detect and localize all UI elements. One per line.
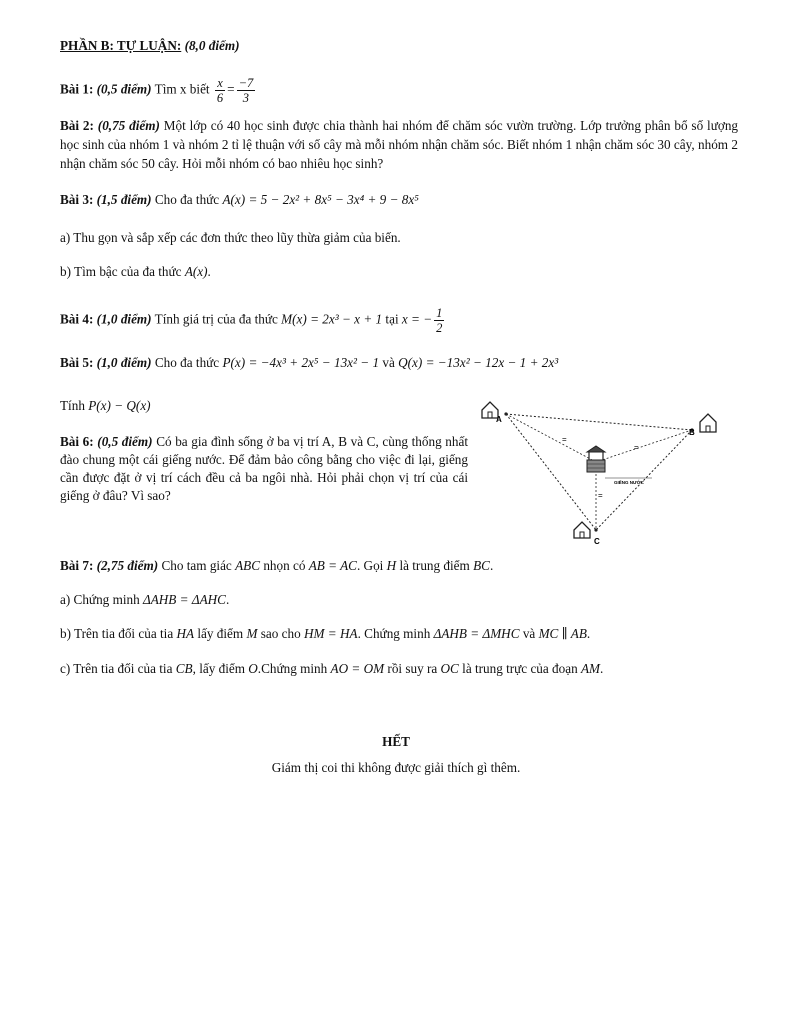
- house-c-icon: [574, 522, 590, 538]
- fraction-minus7-over-3: $\frac{-7}{3}$: [238, 76, 254, 105]
- problem-7b: b) Trên tia đối của tia HA lấy điểm M sao cho HM = HA. Chứng minh ΔAHB = ΔMHC và MC ∥ AB.: [60, 626, 591, 641]
- side-ab: [506, 414, 692, 430]
- side-ac: [506, 414, 596, 530]
- tick-b: =: [634, 443, 639, 452]
- problem-3-points: (1,5 điểm): [96, 192, 152, 207]
- problem-5-points: (1,0 điểm): [96, 355, 152, 370]
- problem-7c: c) Trên tia đối của tia CB, lấy điểm O.Chứng minh AO = OM rồi suy ra OC là trung trực của đoạn AM.: [60, 661, 604, 676]
- problem-5-text: Cho đa thức: [154, 355, 220, 370]
- problem-3b: b) Tìm bậc của đa thức A(x).: [60, 264, 211, 279]
- polynomial-m: M(x) = 2x³ − x + 1: [281, 311, 383, 327]
- problem-1: Bài 1: (0,5 điểm) Tìm x biết $\frac{x}{6}$ = $\frac{-7}{3}$: [60, 76, 254, 105]
- line-a-well: [506, 414, 596, 462]
- problem-5-label: Bài 5:: [60, 355, 94, 370]
- well-label: GIẾNG NƯỚC: [614, 480, 644, 485]
- problem-6-points: (0,5 điểm): [97, 434, 153, 449]
- problem-4-text: Tính giá trị của đa thức: [154, 311, 278, 327]
- problem-7a: a) Chứng minh ΔAHB = ΔAHC.: [60, 592, 230, 607]
- end-heading: HẾT: [382, 734, 410, 749]
- problem-4-points: (1,0 điểm): [96, 311, 152, 327]
- problem-3a: a) Thu gọn và sắp xếp các đơn thức theo lũy thừa giảm của biến.: [60, 230, 401, 245]
- problem-1-points: (0,5 điểm): [96, 81, 152, 97]
- polynomial-p: P(x) = −4x³ + 2x⁵ − 13x² − 1: [222, 355, 380, 370]
- problem-6-text: Có ba gia đình sống ở ba vị trí A, B và C, cùng thống nhất đào chung một cái giếng nước. Để đảm bảo công bằng cho việc đi lại, giếng cần được đặt ở vị trí cách đều cả ba ngôi nhà. Hỏi phải chọn vị trí của cái giếng ở đâu? Vì sao?: [60, 434, 469, 503]
- tick-a: =: [562, 435, 567, 444]
- footer-note: Giám thị coi thi không được giải thích gì thêm.: [271, 760, 521, 775]
- problem-5-task: Tính P(x) − Q(x): [60, 398, 151, 413]
- problem-6: [60, 433, 468, 505]
- problem-3-text: Cho đa thức: [154, 192, 220, 207]
- side-bc: [596, 430, 692, 530]
- problem-2-points: (0,75 điểm): [97, 118, 160, 133]
- problem-7: Bài 7: (2,75 điểm) Cho tam giác ABC nhọn có AB = AC. Gọi H là trung điểm BC.: [60, 558, 494, 573]
- problem-3-label: Bài 3:: [60, 192, 94, 207]
- label-a: A: [496, 415, 502, 424]
- problem-6-label: Bài 6:: [60, 434, 94, 449]
- problem-4-label: Bài 4:: [60, 311, 94, 327]
- label-b: B: [689, 428, 695, 437]
- line-b-well: [596, 430, 692, 462]
- problem-2-text: Một lớp có 40 học sinh được chia thành hai nhóm để chăm sóc vườn trường. Lớp trưởng phân bổ số lượng học sinh của nhóm 1 và nhóm 2 tỉ lệ thuận với số cây mà mỗi nhóm nhận chăm sóc. Biết nhóm 1 nhận chăm sóc 30 cây, nhóm 2 nhận chăm sóc 50 cây. Hỏi mỗi nhóm có bao nhiêu học sinh?: [60, 118, 739, 171]
- fraction-x-over-6: $\frac{x}{6}$: [216, 76, 224, 105]
- well-icon: [587, 446, 605, 472]
- label-c: C: [594, 537, 600, 546]
- problem-3: [60, 190, 419, 209]
- house-b-icon: [700, 414, 716, 432]
- problem-4: Bài 4: (1,0 điểm) Tính giá trị của đa thức M(x) = 2x³ − x + 1 tại x = − $\frac{1}{2}$: [60, 306, 443, 335]
- problem-5: Bài 5: (1,0 điểm) Cho đa thức P(x) = −4x³ + 2x⁵ − 13x² − 1 và Q(x) = −13x² − 12x − 1 + 2x³: [60, 355, 559, 370]
- problem-2-label: Bài 2:: [60, 118, 94, 133]
- problem-1-text: Tìm x biết: [154, 81, 210, 97]
- problem-1-label: Bài 1:: [60, 81, 94, 97]
- section-header: [60, 36, 240, 55]
- polynomial-a: A(x) = 5 − 2x² + 8x⁵ − 3x⁴ + 9 − 8x⁵: [222, 192, 419, 207]
- tick-c: =: [598, 491, 603, 500]
- section-title: PHẦN B: TỰ LUẬN:: [60, 38, 182, 53]
- problem-7-label: Bài 7:: [60, 558, 94, 573]
- well-figure: [470, 390, 730, 550]
- section-points: (8,0 điểm): [184, 38, 240, 53]
- fraction-1-over-2: $\frac{1}{2}$: [436, 306, 443, 335]
- problem-7-points: (2,75 điểm): [96, 558, 159, 573]
- problem-2: [60, 116, 738, 173]
- polynomial-q: Q(x) = −13x² − 12x − 1 + 2x³: [398, 355, 559, 370]
